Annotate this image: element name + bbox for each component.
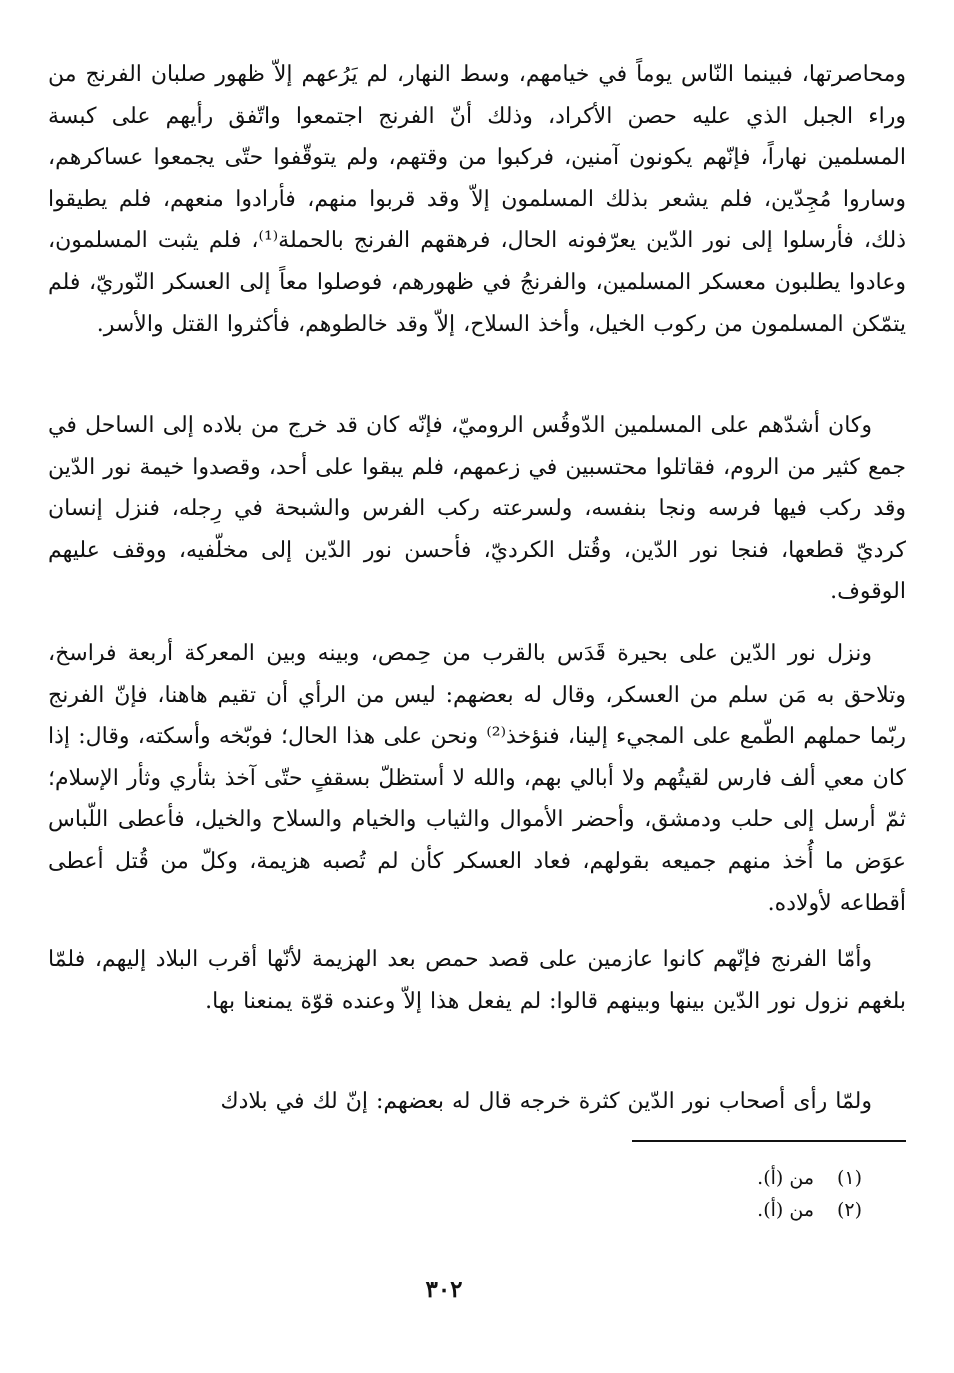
footnote-divider <box>632 1140 906 1142</box>
paragraph-4: وأمّا الفرنج فإنّهم كانوا عازمين على قصد حمص بعد الهزيمة لأنّها أقرب البلاد إليهم، فلمّا بلغهم نزول نور الدّين بينها وبينهم قالوا: لم يفعل هذا إلاّ وعنده قوّة يمنعنا بها. <box>48 947 906 1014</box>
footnote-number: (٢) <box>836 1199 862 1221</box>
footnote-number: (١) <box>836 1167 862 1189</box>
footnote-text: من (أ). <box>757 1167 814 1189</box>
main-text <box>48 54 906 1123</box>
page-number: ٣٠٢ <box>425 1276 463 1303</box>
paragraph-3: ونزل نور الدّين على بحيرة قَدَس بالقرب من حِمص، وبينه وبين المعركة أربعة فراسخ، وتلاحق به مَن سلم من العسكر، وقال له بعضهم: ليس من الرأي أن تقيم هاهنا، فإنّ الفرنج ربّما حملهم الطّمع على المجيء إلينا، فنؤخذ⁽²⁾ ونحن على هذا الحال؛ فوبّخه وأسكته، وقال: إذا كان معي ألف فارس لقيتُهم ولا أبالي بهم، والله لا أستظلّ بسقفٍ حتّى آخذ بثأري وثأر الإسلام؛ ثمّ أرسل إلى حلب ودمشق، وأحضر الأموال والثياب والخيام والسلاح والخيل، فأعطى اللّباس عوَض ما أُخذ منهم جميعه بقولهم، فعاد العسكر كأن لم تُصبه هزيمة، وكلّ من قُتل أعطى أقطاعه لأولاده. <box>48 641 907 916</box>
paragraph-5: ولمّا رأى أصحاب نور الدّين كثرة خرجه قال له بعضهم: إنّ لك في بلادك <box>220 1089 872 1114</box>
footnotes <box>462 1162 862 1226</box>
paragraph-2: وكان أشدّهم على المسلمين الدّوقُس الروميّ، فإنّه كان قد خرج من بلاده إلى الساحل في جمع كثير من الروم، فقاتلوا محتسبين في زعمهم، فلم يبقوا على أحد، وقصدوا خيمة نور الدّين وقد ركب فيها فرسه ونجا بنفسه، ولسرعته ركب الفرس والشبحة في رِجله، فنزل إنسان كرديّ قطعها، فنجا نور الدّين، وقُتل الكرديّ، فأحسن نور الدّين إلى مخلّفيه، ووقف عليهم الوقوف. <box>48 413 906 605</box>
footnote <box>462 1194 862 1226</box>
footnote-text: من (أ). <box>757 1199 814 1221</box>
footnote <box>462 1162 862 1194</box>
paragraph-1: ومحاصرتها، فبينما النّاس يوماً في خيامهم، وسط النهار، لم يَرُعهم إلاّ ظهور صلبان الفرنج من وراء الجبل الذي عليه حصن الأكراد، وذلك أنّ الفرنج اجتمعوا واتّفق رأيهم على كبسة المسلمين نهاراً، فإنّهم يكونون آمنين، فركبوا من وقتهم، ولم يتوقّفوا حتّى يجمعوا عساكرهم، وساروا مُجِدّين، فلم يشعر بذلك المسلمون إلاّ وقد قربوا منهم، فأرادوا منعهم، فلم يطيقوا ذلك، فأرسلوا إلى نور الدّين يعرّفونه الحال، فرهقهم الفرنج بالحملة⁽¹⁾، فلم يثبت المسلمون، وعادوا يطلبون معسكر المسلمين، والفرنجُ في ظهورهم، فوصلوا معاً إلى العسكر النّوريّ، فلم يتمّكن المسلمون من ركوب الخيل، وأخذ السلاح، إلاّ وقد خالطوهم، فأكثروا القتل والأسر. <box>48 62 906 337</box>
